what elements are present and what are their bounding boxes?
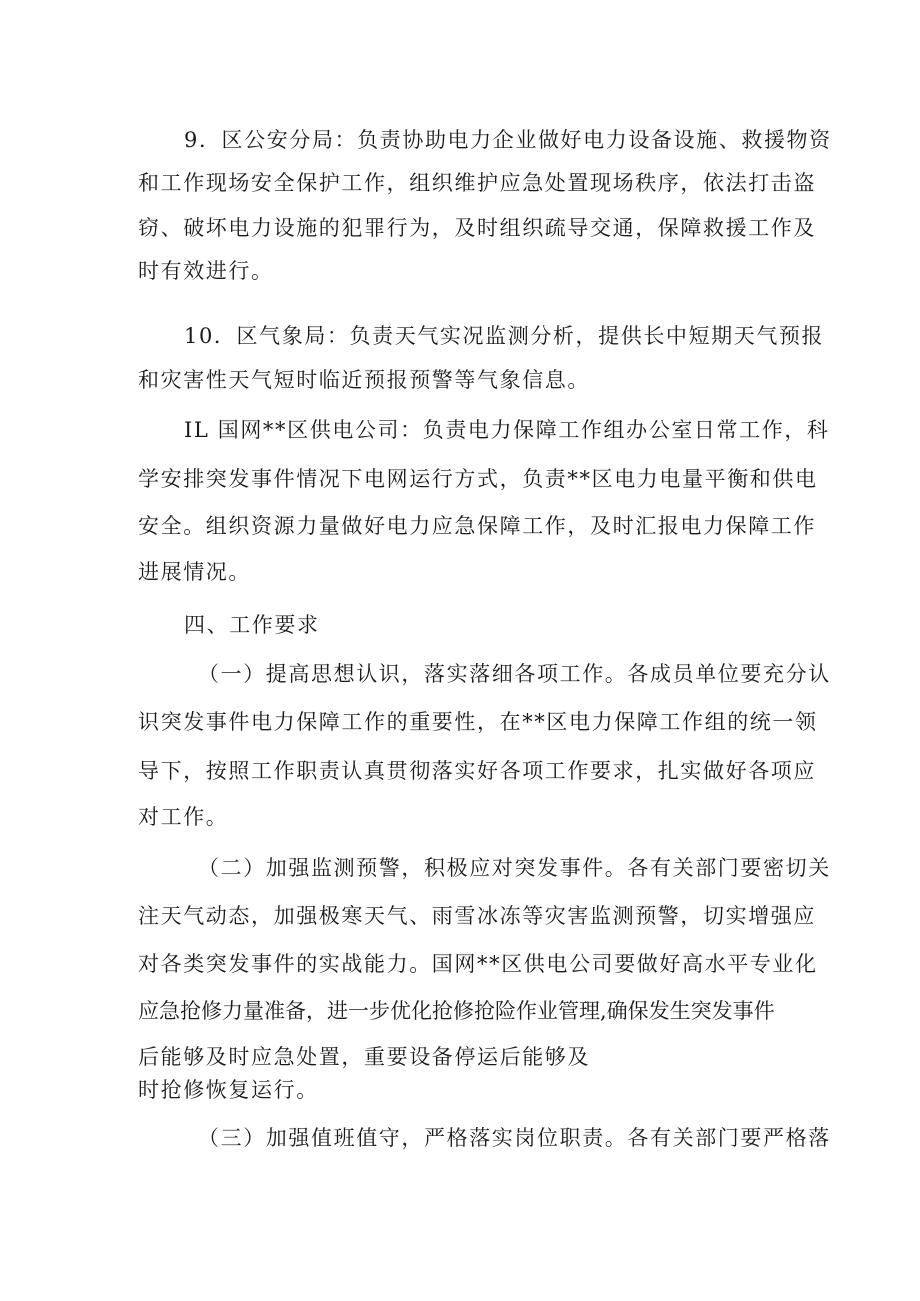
paragraph-line: 窃、破坏电力设施的犯罪行为，及时组织疏导交通，保障救援工作及: [138, 216, 816, 240]
paragraph-line: 对工作。: [138, 805, 229, 829]
paragraph-line: 应急抢修力量准备，进一步优化抢修抢险作业管理,确保发生突发事件: [138, 999, 775, 1023]
paragraph-line: 学安排突发事件情况下电网运行方式，负责**区电力电量平衡和供电: [138, 467, 818, 491]
paragraph-line: （三）加强值班值守，严格落实岗位职责。各有关部门要严格落: [198, 1126, 831, 1150]
paragraph-line: （二）加强监测预警，积极应对突发事件。各有关部门要密切关: [198, 856, 831, 880]
paragraph-line: 后能够及时应急处置，重要设备停运后能够及: [138, 1045, 590, 1069]
paragraph-line: 进展情况。: [138, 560, 251, 584]
paragraph-line: IL 国网**区供电公司：负责电力保障工作组办公室日常工作，科: [184, 418, 830, 442]
paragraph-line: 和灾害性天气短时临近预报预警等气象信息。: [138, 368, 590, 392]
paragraph-line: （一）提高思想认识，落实落细各项工作。各成员单位要充分认: [198, 662, 831, 686]
paragraph-line: 时抢修恢复运行。: [138, 1078, 319, 1102]
paragraph-line: 9．区公安分局：负责协助电力企业做好电力设备设施、救援物资: [184, 128, 832, 152]
paragraph-line: 注天气动态，加强极寒天气、雨雪冰冻等灾害监测预警，切实增强应: [138, 904, 816, 928]
section-heading: 四、工作要求: [184, 613, 320, 637]
paragraph-line: 识突发事件电力保障工作的重要性，在**区电力保障工作组的统一领: [138, 710, 818, 734]
paragraph-line: 10．区气象局：负责天气实况监测分析，提供长中短期天气预报: [184, 324, 825, 348]
paragraph-line: 安全。组织资源力量做好电力应急保障工作，及时汇报电力保障工作: [138, 514, 816, 538]
paragraph-line: 对各类突发事件的实战能力。国网**区供电公司要做好高水平专业化: [138, 952, 818, 976]
paragraph-line: 和工作现场安全保护工作，组织维护应急处置现场秩序，依法打击盗: [138, 171, 816, 195]
paragraph-line: 导下，按照工作职责认真贯彻落实好各项工作要求，扎实做好各项应: [138, 759, 816, 783]
paragraph-line: 时有效进行。: [138, 259, 274, 283]
